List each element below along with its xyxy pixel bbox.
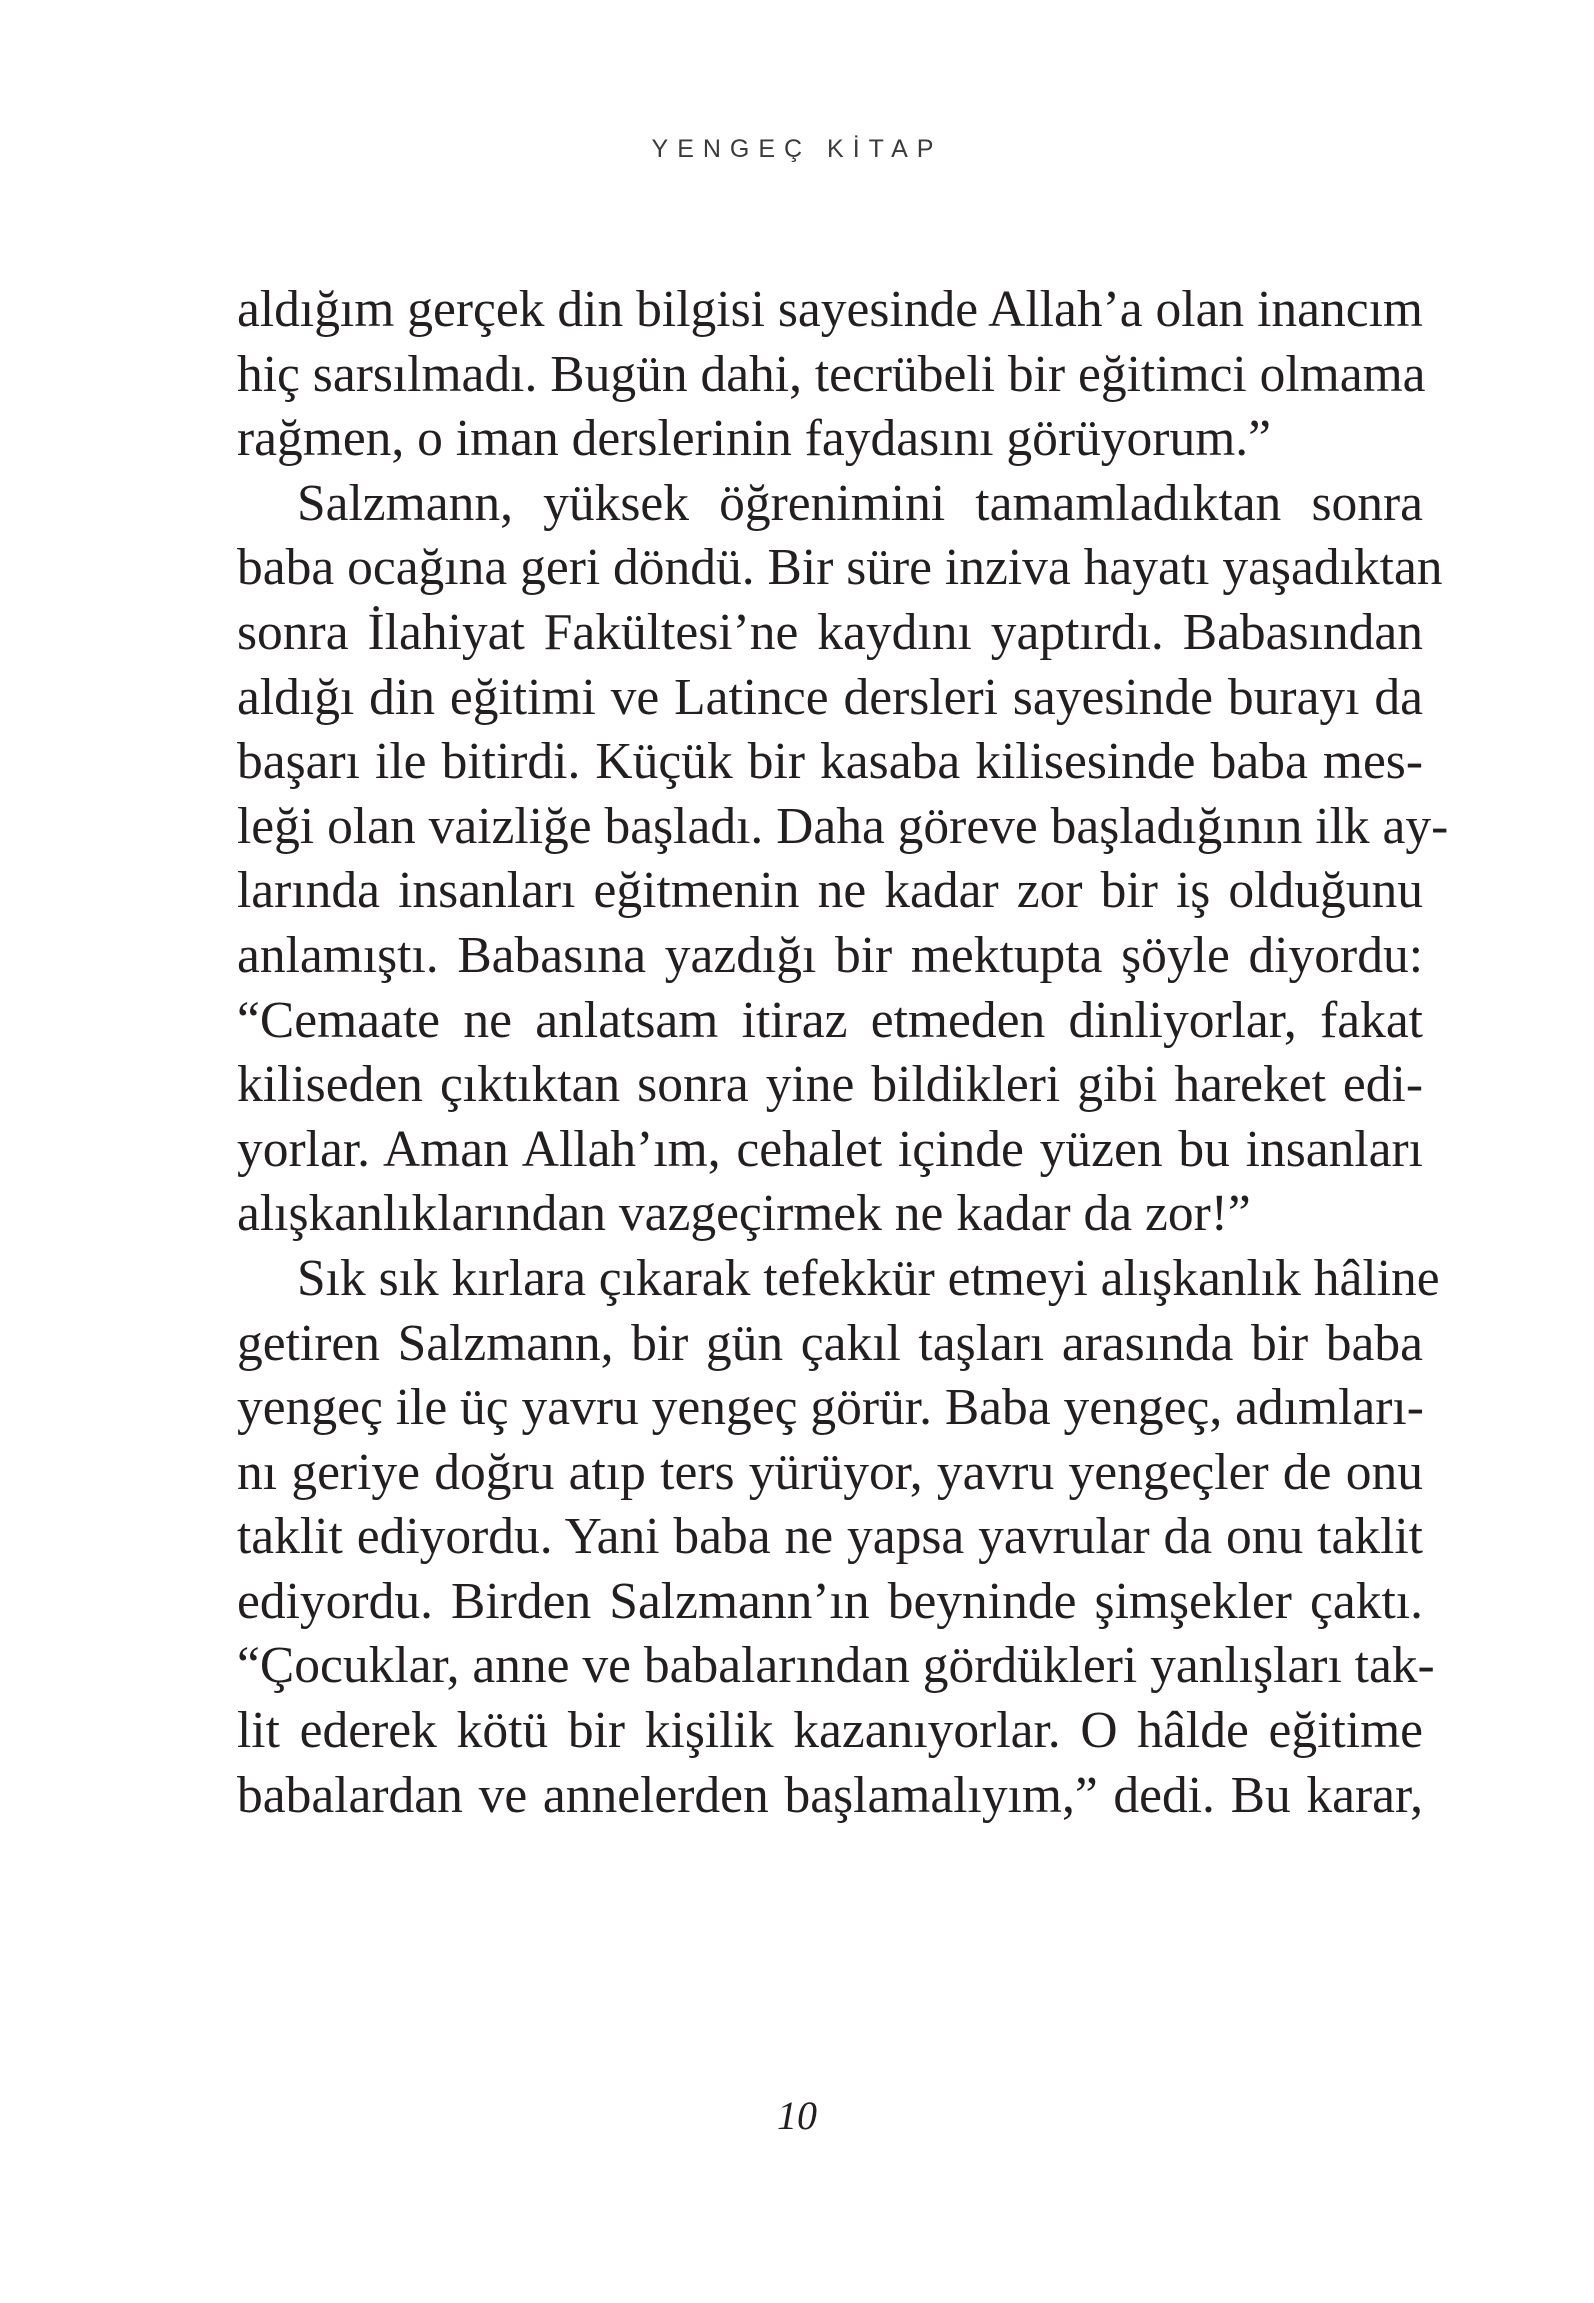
- text-line: Salzmann, yüksek öğrenimini tamamladıktan sonra: [297, 474, 1423, 532]
- text-line: “Çocuklar, anne ve babalarından gördükleri yanlışları tak-: [237, 1637, 1435, 1695]
- text-line: babalardan ve annelerden başlamalıyım,” dedi. Bu karar,: [237, 1766, 1423, 1824]
- text-line: nı geriye doğru atıp ters yürüyor, yavru yengeçler de onu: [237, 1443, 1423, 1501]
- body-text: [237, 278, 1449, 1828]
- text-line: ediyordu. Birden Salzmann’ın beyninde şimşekler çaktı.: [237, 1572, 1423, 1630]
- text-line: yengeç ile üç yavru yengeç görür. Baba yengeç, adımları-: [237, 1379, 1424, 1437]
- text-line: leği olan vaizliğe başladı. Daha göreve başladığının ilk ay-: [237, 797, 1449, 855]
- text-line: taklit ediyordu. Yani baba ne yapsa yavrular da onu taklit: [237, 1508, 1423, 1566]
- text-line: hiç sarsılmadı. Bugün dahi, tecrübeli bir eğitimci olmama: [237, 345, 1426, 403]
- text-line: getiren Salzmann, bir gün çakıl taşları arasında bir baba: [237, 1314, 1423, 1372]
- text-line: alışkanlıklarından vazgeçirmek ne kadar da zor!”: [237, 1185, 1251, 1243]
- paragraph: [237, 472, 1449, 1247]
- page-number: 10: [777, 2093, 817, 2138]
- paragraph: [237, 1247, 1440, 1828]
- text-line: aldığım gerçek din bilgisi sayesinde Allah’a olan inancım: [237, 281, 1423, 338]
- text-line: Sık sık kırlara çıkarak tefekkür etmeyi alışkanlık hâline: [297, 1249, 1440, 1307]
- text-line: anlamıştı. Babasına yazdığı bir mektupta şöyle diyordu:: [237, 926, 1423, 984]
- text-line: lit ederek kötü bir kişilik kazanıyorlar. O hâlde eğitime: [237, 1702, 1423, 1760]
- text-line: “Cemaate ne anlatsam itiraz etmeden dinliyorlar, fakat: [237, 991, 1423, 1049]
- text-line: baba ocağına geri döndü. Bir süre inziva hayatı yaşadıktan: [237, 539, 1443, 597]
- text-line: larında insanları eğitmenin ne kadar zor bir iş olduğunu: [237, 862, 1423, 920]
- text-line: yorlar. Aman Allah’ım, cehalet içinde yüzen bu insanları: [237, 1120, 1423, 1178]
- text-line: aldığı din eğitimi ve Latince dersleri sayesinde burayı da: [237, 668, 1423, 726]
- running-header: YENGEÇ KİTAP: [651, 135, 943, 163]
- text-line: rağmen, o iman derslerinin faydasını görüyorum.”: [237, 410, 1271, 468]
- text-line: sonra İlahiyat Fakültesi’ne kaydını yaptırdı. Babasından: [237, 603, 1423, 661]
- text-line: başarı ile bitirdi. Küçük bir kasaba kilisesinde baba mes-: [237, 733, 1423, 791]
- text-line: kiliseden çıktıktan sonra yine bildikleri gibi hareket edi-: [237, 1056, 1423, 1114]
- paragraph: [237, 278, 1426, 472]
